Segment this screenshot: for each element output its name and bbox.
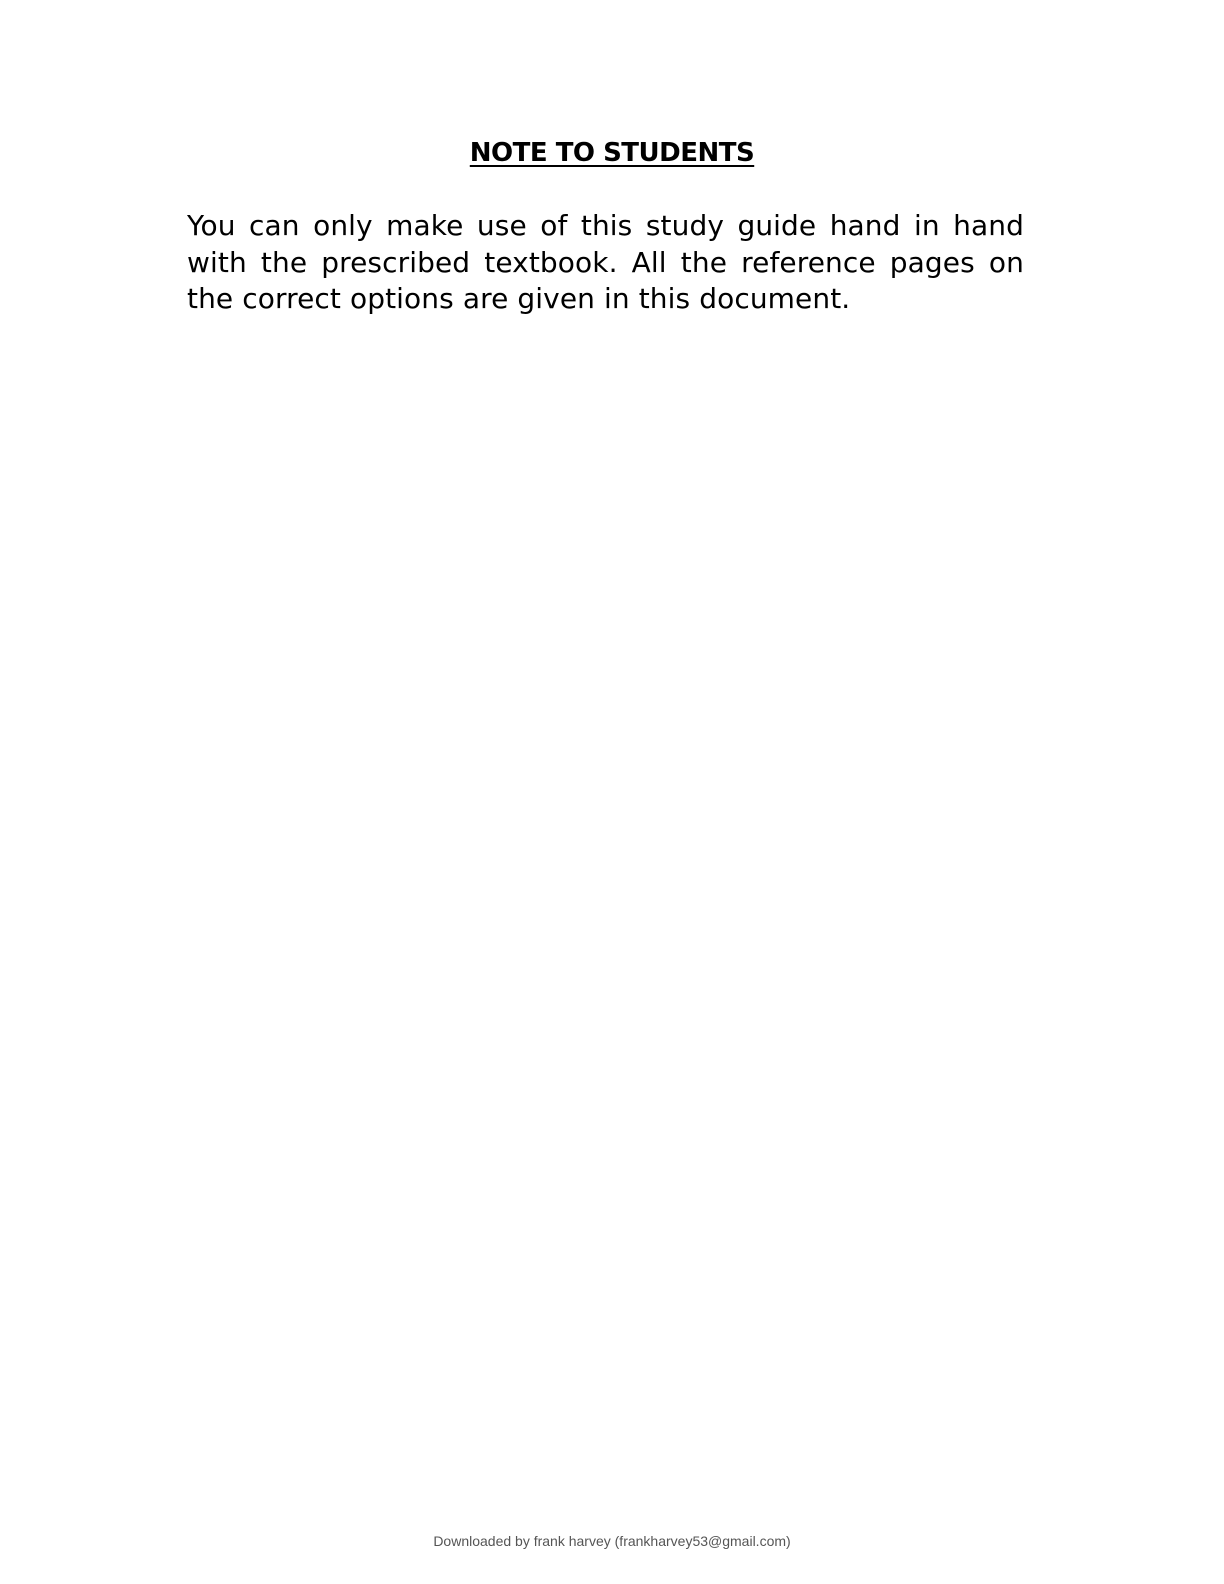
download-footer: Downloaded by frank harvey (frankharvey53@gmail.com) <box>433 1533 791 1549</box>
body-paragraph: You can only make use of this study guide hand in hand with the prescribed textbook. All the reference pages on the correct options are given in this document. <box>187 209 1024 315</box>
page-title <box>0 138 1224 168</box>
page-title-text: NOTE TO STUDENTS <box>469 138 755 168</box>
